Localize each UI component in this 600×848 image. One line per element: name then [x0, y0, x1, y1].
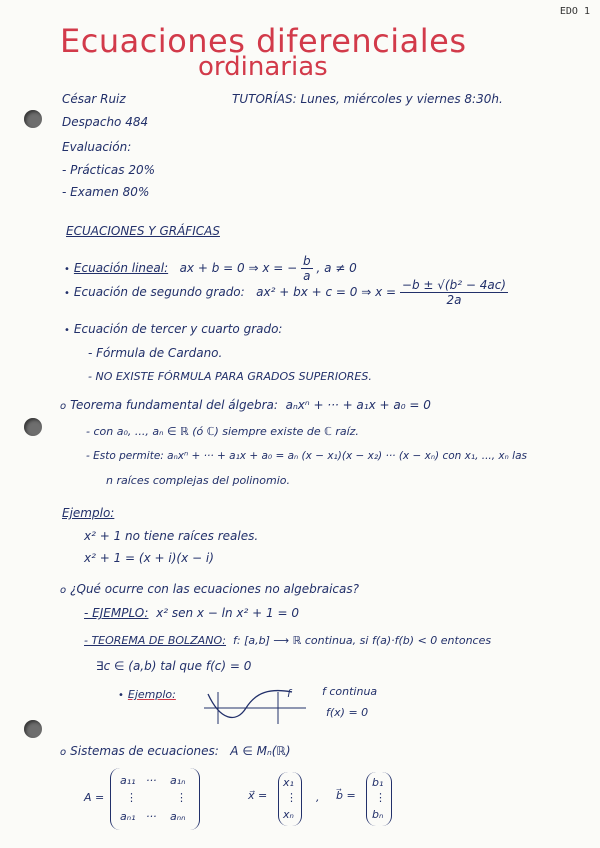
examen-line: - Examen 80%: [62, 185, 150, 199]
ejemplo-equation: x² sen x − ln x² + 1 = 0: [156, 606, 299, 620]
vector-x1: x₁: [283, 776, 294, 789]
vector-b-vdots: ⋮: [375, 791, 386, 804]
bolzano-row: [84, 634, 491, 647]
bullet-icon: •: [64, 325, 70, 336]
fx-zero: f(x) = 0: [326, 706, 369, 719]
cardano-line: - Fórmula de Cardano.: [88, 346, 223, 360]
teorema-row: [60, 398, 431, 412]
matrix-dots: ···: [146, 810, 157, 823]
page-title: Ecuaciones diferenciales: [60, 22, 467, 60]
lineal-label: Ecuación lineal:: [73, 261, 169, 275]
bullet-icon: •: [64, 264, 70, 275]
segundo-label: Ecuación de segundo grado:: [73, 285, 245, 299]
esto-line-2: n raíces complejas del polinomio.: [106, 474, 290, 487]
teacher-name: César Ruiz: [62, 92, 126, 106]
bullet-icon: o: [60, 401, 67, 412]
matrix-vdots: ⋮: [126, 791, 137, 804]
question-row: [60, 582, 359, 596]
bolzano-text: f: [a,b] ⟶ ℝ continua, si f(a)·f(b) < 0 entonces: [233, 634, 492, 647]
punch-hole: [24, 720, 42, 738]
graph-label: f: [287, 687, 291, 700]
tercer-row: [64, 322, 282, 336]
matrix-a-label: A =: [84, 791, 105, 804]
vector-b1: b₁: [372, 776, 384, 789]
bullet-icon: •: [118, 690, 124, 701]
comma: ,: [316, 791, 320, 804]
sistemas-label: Sistemas de ecuaciones:: [70, 744, 219, 758]
no-existe-line: - NO EXISTE FÓRMULA PARA GRADOS SUPERIORES.: [88, 370, 372, 383]
bolzano-label: - TEOREMA DE BOLZANO:: [84, 634, 227, 647]
tutorias-text: TUTORÍAS: Lunes, miércoles y viernes 8:30h.: [232, 92, 503, 106]
curve: [208, 691, 292, 718]
section-heading: ECUACIONES Y GRÁFICAS: [66, 224, 220, 238]
matrix-dots: ···: [146, 774, 157, 787]
bullet-icon: o: [60, 585, 67, 596]
ejemplo-label: - EJEMPLO:: [84, 606, 149, 620]
segundo-fraction: $\frac{\text{−b ± √(b² − 4ac)}}{2a}$: [401, 278, 506, 307]
sistemas-equation: A ∈ Mₙ(ℝ): [230, 744, 291, 758]
vector-x-label: x⃗ =: [248, 789, 268, 802]
lineal-equation: ax + b = 0 ⇒ x = −: [179, 261, 298, 275]
sistemas-row: [60, 744, 291, 758]
teorema-label: Teorema fundamental del álgebra:: [70, 398, 278, 412]
punch-hole: [24, 418, 42, 436]
practicas-line: - Prácticas 20%: [62, 163, 155, 177]
esto-line: - Esto permite: aₙxⁿ + ··· + a₁x + a₀ = aₙ (x − x₁)(x − x₂) ··· (x − xₙ) con x₁, ..., xₙ las: [86, 450, 527, 462]
bullet-icon: o: [60, 747, 67, 758]
evaluacion-heading: Evaluación:: [62, 140, 132, 154]
segundo-equation: ax² + bx + c = 0 ⇒ x =: [256, 285, 397, 299]
lineal-condition: , a ≠ 0: [316, 261, 357, 275]
punch-hole: [24, 110, 42, 128]
ejemplo2-row: [118, 688, 176, 701]
despacho-text: Despacho 484: [62, 115, 149, 129]
ejemplo2-label: Ejemplo:: [127, 688, 176, 701]
bolzano-line-2: ∃c ∈ (a,b) tal que f(c) = 0: [96, 659, 252, 673]
vector-b-label: b⃗ =: [336, 789, 356, 802]
ejemplo-line-2: x² + 1 = (x + i)(x − i): [84, 551, 214, 565]
matrix-a11: a₁₁: [120, 774, 136, 787]
segundo-row: [64, 278, 508, 307]
matrix-a1n: a₁ₙ: [170, 774, 186, 787]
matrix-vdots: ⋮: [176, 791, 187, 804]
f-continua: f continua: [322, 685, 378, 698]
con-line: - con a₀, ..., aₙ ∈ ℝ (ó ℂ) siempre existe de ℂ raíz.: [86, 425, 359, 438]
page-tag: EDO 1: [559, 6, 590, 17]
lineal-fraction: $\frac{b}{a}$: [303, 254, 311, 283]
ejemplo-line-1: x² + 1 no tiene raíces reales.: [84, 529, 259, 543]
page-subtitle: ordinarias: [198, 52, 328, 82]
bullet-icon: •: [64, 288, 70, 299]
function-sketch: [200, 680, 310, 730]
teorema-equation: aₙxⁿ + ··· + a₁x + a₀ = 0: [285, 398, 431, 412]
question-text: ¿Qué ocurre con las ecuaciones no algebraicas?: [70, 582, 359, 596]
vector-x-vdots: ⋮: [286, 791, 297, 804]
vector-xn: xₙ: [283, 808, 294, 821]
matrix-ann: aₙₙ: [170, 810, 186, 823]
ejemplo-heading: Ejemplo:: [62, 506, 115, 520]
vector-bn: bₙ: [372, 808, 384, 821]
ejemplo-eq-row: [84, 606, 299, 620]
matrix-an1: aₙ₁: [120, 810, 136, 823]
tercer-label: Ecuación de tercer y cuarto grado:: [73, 322, 283, 336]
